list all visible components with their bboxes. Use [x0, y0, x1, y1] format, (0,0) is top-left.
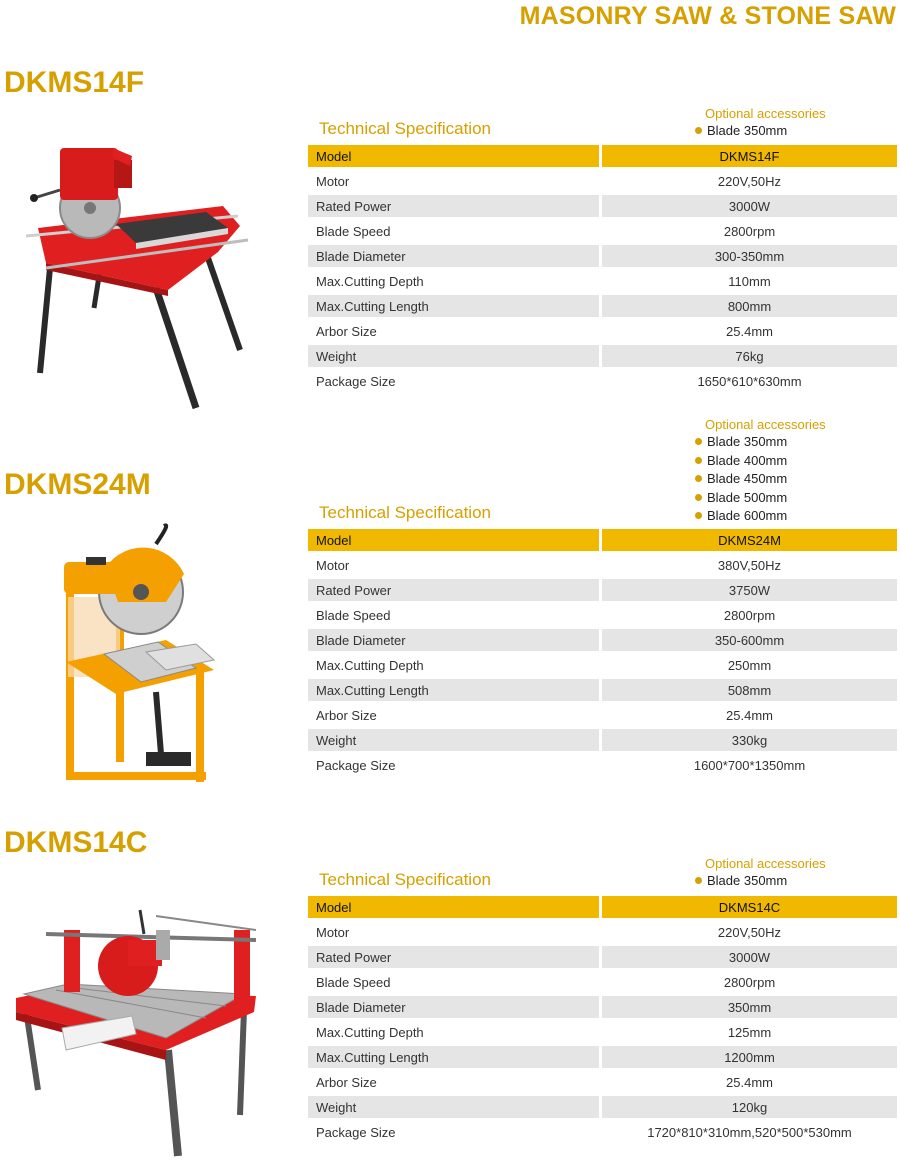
red-masonry-saw-illustration-icon — [18, 128, 280, 413]
spec-title: Technical Specification — [319, 119, 491, 138]
list-item: Blade 350mm — [695, 433, 895, 452]
table-row: Blade Speed 2800rpm — [308, 604, 897, 626]
orange-block-saw-illustration-icon — [46, 522, 276, 797]
product-name: DKMS24M — [4, 468, 151, 501]
bullet-icon — [695, 475, 702, 482]
table-row: Rated Power 3750W — [308, 579, 897, 601]
page-title: MASONRY SAW & STONE SAW — [519, 2, 896, 30]
bullet-icon — [695, 438, 702, 445]
table-row: Max.Cutting Depth 125mm — [308, 1021, 897, 1043]
list-item: Blade 350mm — [695, 872, 895, 891]
accessories-list — [695, 122, 895, 141]
table-row: Blade Diameter 350mm — [308, 996, 897, 1018]
table-row: Motor 380V,50Hz — [308, 554, 897, 576]
table-row: Arbor Size 25.4mm — [308, 320, 897, 342]
spec-title: Technical Specification — [319, 503, 491, 522]
table-row: Max.Cutting Depth 250mm — [308, 654, 897, 676]
bullet-icon — [695, 512, 702, 519]
table-row: Max.Cutting Length 800mm — [308, 295, 897, 317]
table-row: Weight 120kg — [308, 1096, 897, 1118]
table-row: Blade Diameter 350-600mm — [308, 629, 897, 651]
table-row: Weight 76kg — [308, 345, 897, 367]
product-name: DKMS14F — [4, 66, 145, 99]
accessories-list — [695, 872, 895, 891]
table-row: Max.Cutting Length 508mm — [308, 679, 897, 701]
table-row: Weight 330kg — [308, 729, 897, 751]
table-row: Package Size 1720*810*310mm,520*500*530mm — [308, 1121, 897, 1143]
table-row: Blade Speed 2800rpm — [308, 220, 897, 242]
list-item: Blade 500mm — [695, 489, 895, 508]
table-row: Rated Power 3000W — [308, 946, 897, 968]
optional-accessories — [695, 106, 895, 141]
bullet-icon — [695, 877, 702, 884]
table-row: Max.Cutting Length 1200mm — [308, 1046, 897, 1068]
table-row: Max.Cutting Depth 110mm — [308, 270, 897, 292]
bullet-icon — [695, 457, 702, 464]
spec-table — [308, 142, 897, 395]
list-item: Blade 350mm — [695, 122, 895, 141]
table-row: Blade Diameter 300-350mm — [308, 245, 897, 267]
table-row: Rated Power 3000W — [308, 195, 897, 217]
table-row: Motor 220V,50Hz — [308, 921, 897, 943]
spec-title: Technical Specification — [319, 870, 491, 889]
table-row: Arbor Size 25.4mm — [308, 704, 897, 726]
accessories-title: Optional accessories — [705, 417, 826, 432]
table-header-row: Model DKMS14F — [308, 145, 897, 167]
table-row: Arbor Size 25.4mm — [308, 1071, 897, 1093]
product-name: DKMS14C — [4, 826, 148, 859]
table-header-row: Model DKMS14C — [308, 896, 897, 918]
bullet-icon — [695, 127, 702, 134]
optional-accessories — [695, 856, 895, 891]
bullet-icon — [695, 494, 702, 501]
spec-table — [308, 526, 897, 779]
spec-table — [308, 893, 897, 1146]
table-row: Package Size 1650*610*630mm — [308, 370, 897, 392]
table-row: Package Size 1600*700*1350mm — [308, 754, 897, 776]
list-item: Blade 450mm — [695, 470, 895, 489]
red-rail-stone-saw-illustration-icon — [16, 900, 278, 1158]
accessories-title: Optional accessories — [705, 856, 826, 871]
list-item: Blade 400mm — [695, 452, 895, 471]
list-item: Blade 600mm — [695, 507, 895, 526]
table-row: Motor 220V,50Hz — [308, 170, 897, 192]
optional-accessories — [695, 417, 895, 526]
table-row: Blade Speed 2800rpm — [308, 971, 897, 993]
accessories-title: Optional accessories — [705, 106, 826, 121]
table-header-row: Model DKMS24M — [308, 529, 897, 551]
accessories-list — [695, 433, 895, 526]
